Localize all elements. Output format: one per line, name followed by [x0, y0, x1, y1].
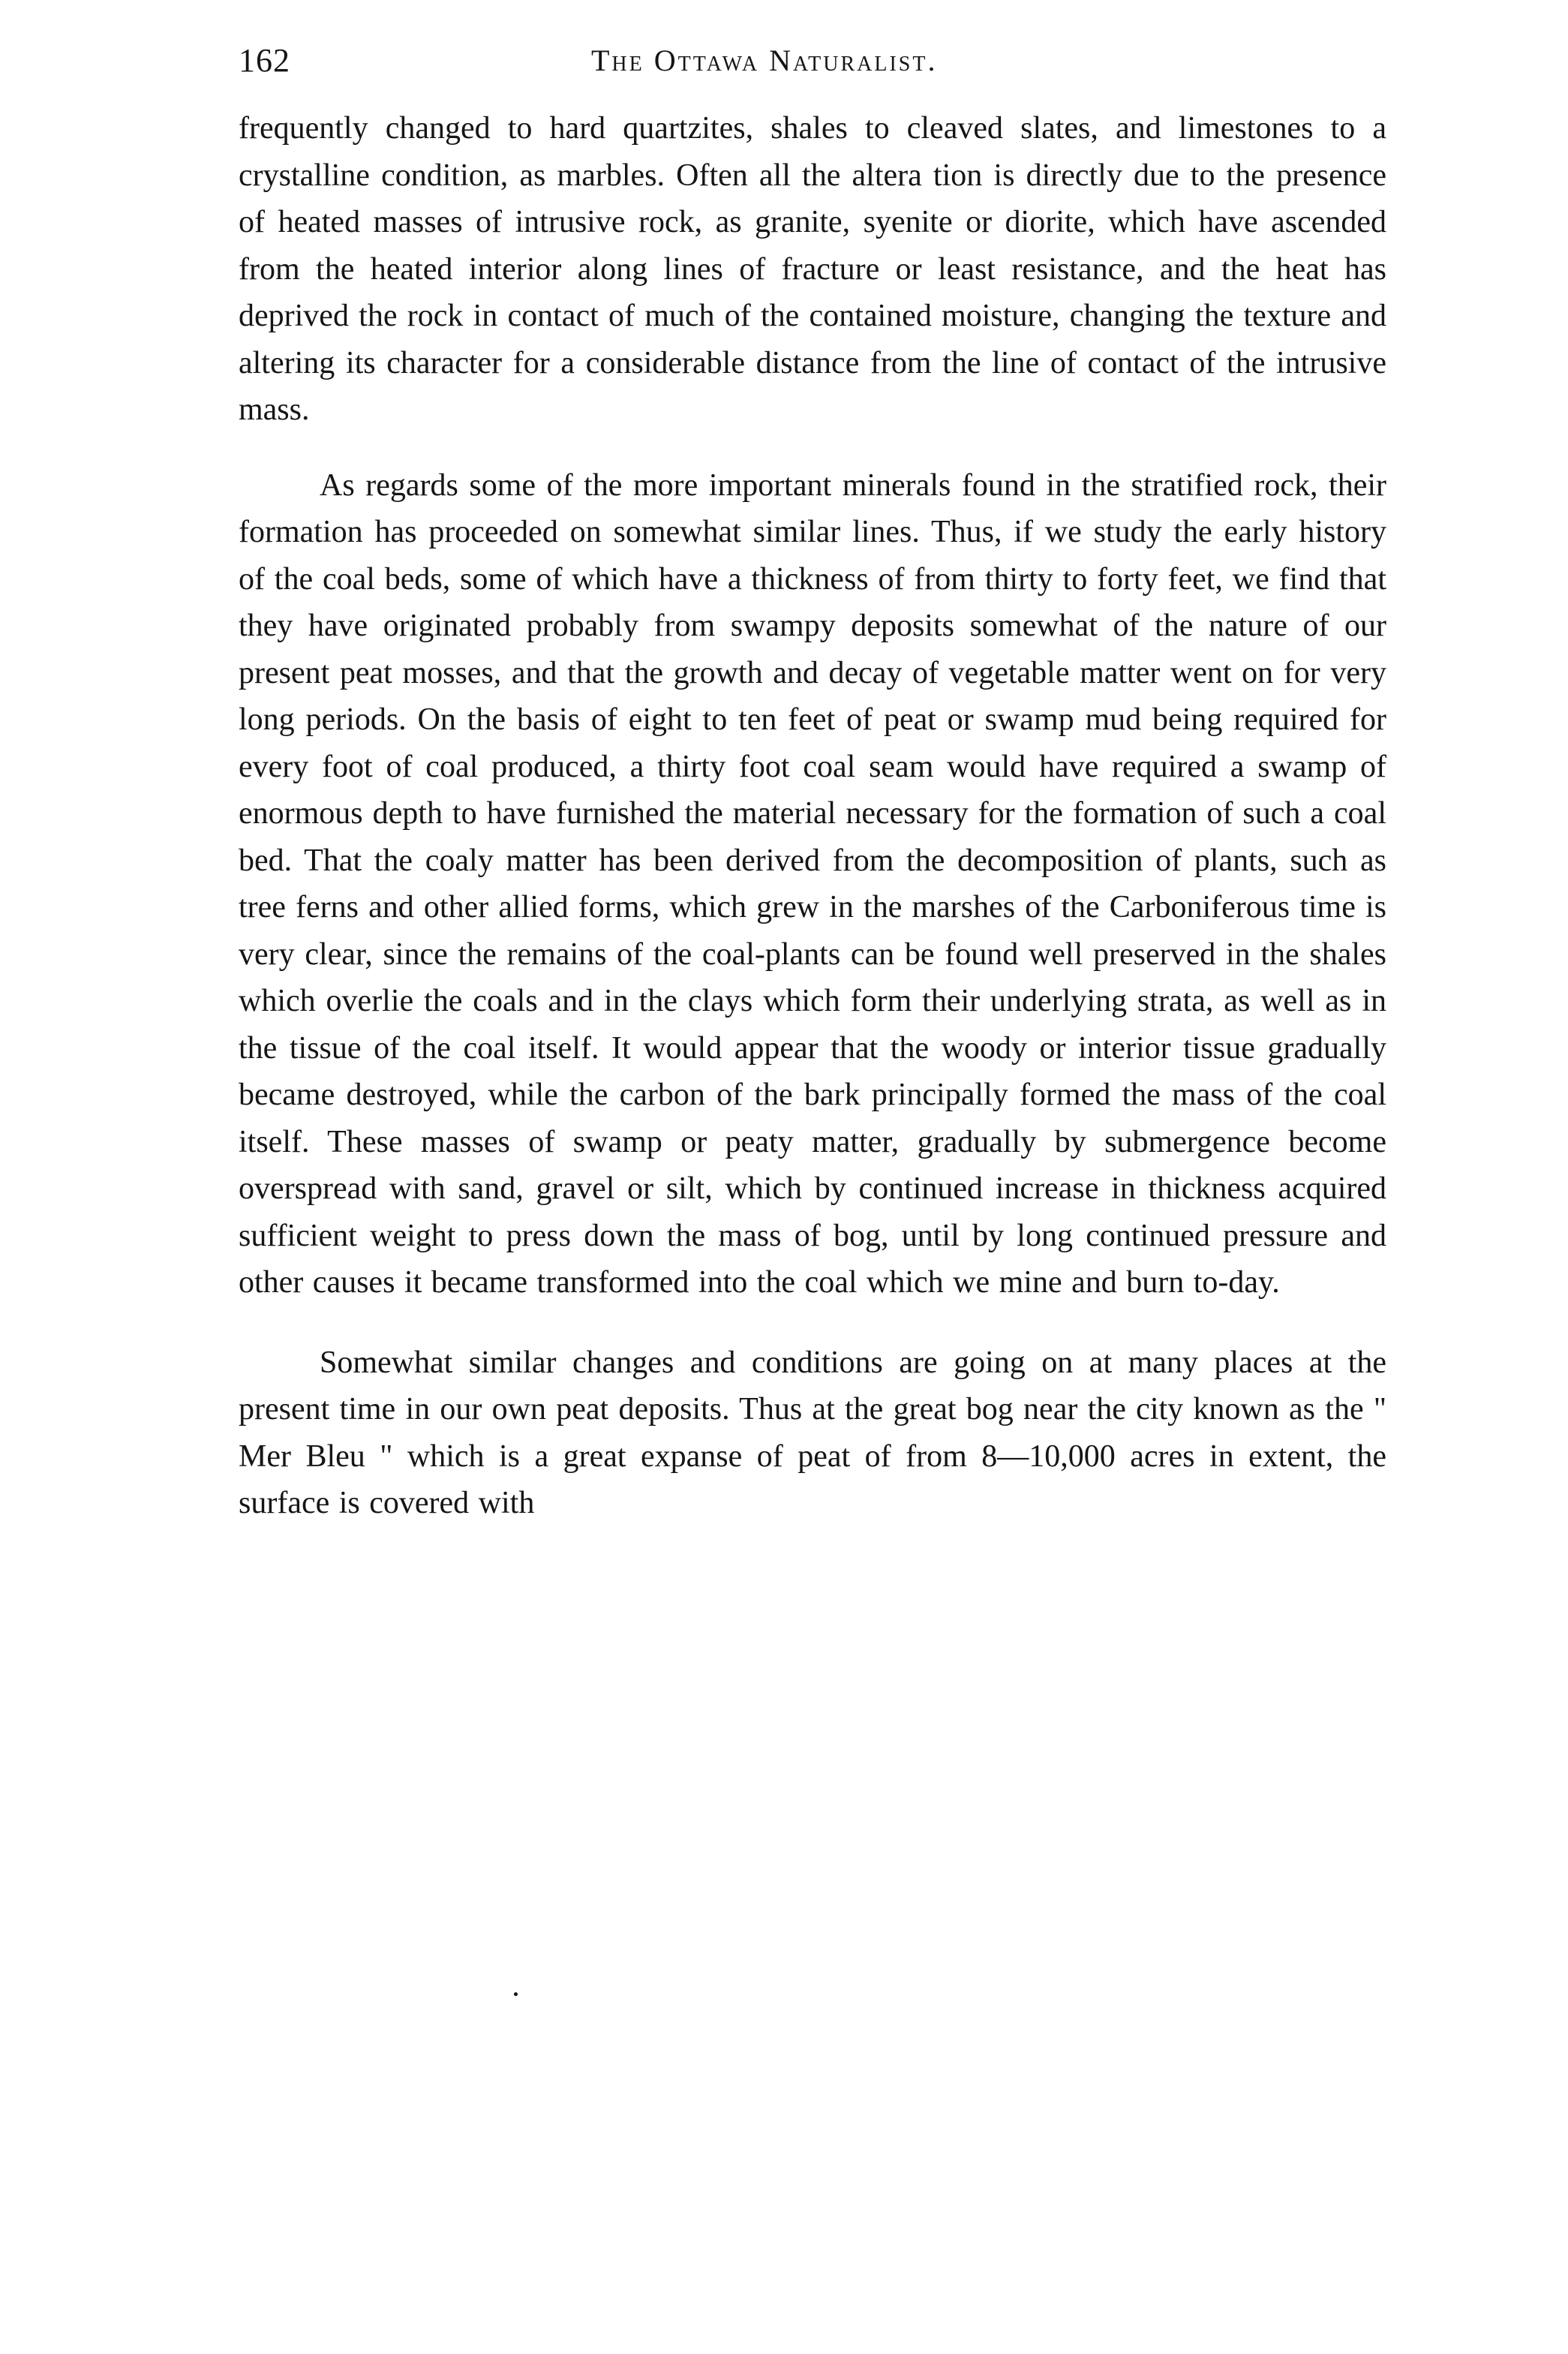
paragraph-2: As regards some of the more important minerals found in the stratified rock, their formation has proceeded on somewhat similar lines. Thus, if we study the early history of the coal beds, some of which have a thickness of from thirty to forty feet, we find that they have originated probably from swampy deposits somewhat of the nature of our present peat mosses, and that the growth and decay of vegetable matter went on for very long periods. On the basis of eight to ten feet of peat or swamp mud being required for every foot of coal produced, a thirty foot coal seam would have required a swamp of enormous depth to have furnished the material necessary for the formation of such a coal bed. That the coaly matter has been derived from the decomposition of plants, such as tree ferns and other allied forms, which grew in the marshes of the Carboniferous time is very clear, since the remains of the coal-plants can be found well preserved in the shales which overlie the coals and in the clays which form their underlying strata, as well as in the tissue of the coal itself. It would appear that the woody or interior tissue gradually became destroyed, while the carbon of the bark principally formed the mass of the coal itself. These masses of swamp or peaty matter, gradually by submergence become overspread with sand, gravel or silt, which by continued increase in thickness acquired sufficient weight to press down the mass of bog, until by long continued pressure and other causes it became transformed into the coal which we mine and burn to-day.: [239, 467, 1386, 1300]
print-speck: [514, 1992, 518, 1996]
page-number: 162: [239, 42, 290, 79]
journal-title: The Ottawa Naturalist.: [591, 44, 938, 77]
paragraph-1: frequently changed to hard quartzites, shales to cleaved slates, and limestones to a crystalline condition, as marbles. Often all the altera tion is directly due to the presence of heated masses of intrusive rock, as granite, syenite or diorite, which have ascended from the heated interior along lines of fracture or least resistance, and the heat has deprived the rock in contact of much of the contained moisture, changing the texture and altering its character for a considerable distance from the line of contact of the intrusive mass.: [239, 111, 1386, 427]
article-body: [239, 105, 1386, 1527]
running-header: [239, 35, 1386, 87]
paragraph-3: Somewhat similar changes and conditions are going on at many places at the present time in our own peat deposits. Thus at the great bog near the city known as the " Mer Bleu " which is a great expanse of peat of from 8—10,000 acres in extent, the surface is covered with: [239, 1345, 1386, 1520]
